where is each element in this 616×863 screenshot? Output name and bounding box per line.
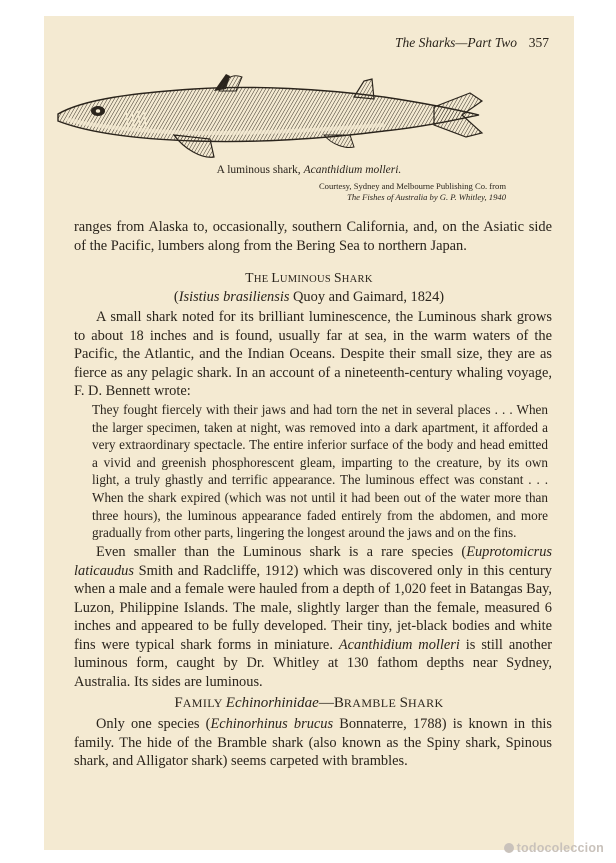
caption-text: A luminous shark, [216, 164, 304, 176]
p4-text-a: Only one species ( [96, 716, 211, 732]
figure-credit-line-2: The Fishes of Australia by G. P. Whitley, 1940 [347, 192, 506, 202]
caption-species: Acanthidium molleri. [303, 164, 402, 176]
p4-text-b: Bonnaterre, 1788) is known in this family. The hide of the Bramble shark (also known as the Spiny shark, Spinous shark, and Alligator shark) seems carpeted with brambles. [74, 716, 552, 769]
page-number: 357 [528, 35, 549, 50]
paragraph-bramble-shark [74, 715, 552, 771]
p4-species: Echinorhinus brucus [210, 716, 334, 732]
section-subheading [44, 289, 574, 306]
p3-text-c: is still another luminous form, caught by Dr. Whitley at 130 fathom depths near Sydney, Australia. Its sides are luminous. [74, 636, 552, 690]
family-heading [44, 695, 574, 712]
p3-text-a: Even smaller than the Luminous shark is a rare species ( [96, 544, 467, 560]
p3-text-b: Smith and Radcliffe, 1912) which was discovered only in this century when a male and a female were hauled from a depth of 1,020 feet in Batangas Bay, Luzon, Philippine Islands. The male, slightly larger than the female, measured 6 inches and appeared to be fully developed. Their tiny, jet-black bodies and white fins were typical shark forms in miniature. [74, 562, 552, 653]
running-head: The Sharks—Part Two [394, 35, 517, 50]
shark-illustration [54, 71, 484, 163]
family-small-caps: AMILY [182, 696, 226, 710]
block-quote-bennett: They fought fiercely with their jaws and had torn the net in several places . . . When the larger specimen, taken at night, was removed into a dark apartment, it afforded a very extraordinary spectacle. The entire inferior surface of the body and head emitted a vivid and greenish phosphorescent gleam, imparting to the creature, by its own light, a truly ghastly and terrific appearance. The luminous effect was constant . . . When the shark expired (which was not until it had been out of the water more than three hours), the luminous appearance faded entirely from the abdomen, and more gradually from other parts, lingering the longest around the jaws and on the fins. [92, 402, 548, 541]
watermark-text: todocoleccion [516, 841, 604, 855]
family-dash: — [318, 695, 334, 711]
p3-species: Euprotomicrus laticaudus [74, 544, 552, 579]
figure-credit-line-1: Courtesy, Sydney and Melbourne Publishing Co. from [318, 181, 506, 191]
watermark-logo-icon [504, 843, 514, 853]
watermark [504, 841, 604, 855]
family-cap: S [399, 695, 409, 711]
section-heading-luminous-shark [44, 270, 574, 286]
subheading-species: Isistius brasiliensis [178, 289, 290, 305]
heading-small-caps: HARK [341, 274, 373, 285]
heading-cap: S [333, 270, 342, 285]
paragraph-range: ranges from Alaska to, occasionally, southern California, and, on the Asiatic side of the Pacific, lumbers along from the Bering Sea to northern Japan. [74, 219, 552, 254]
family-cap: F [174, 695, 183, 711]
paragraph-luminous-intro: A small shark noted for its brilliant luminescence, the Luminous shark grows to about 18 inches and is found, usually far at sea, in the warm waters of the Pacific, the Atlantic, and the Indian Oceans. Despite their small size, they are as fierce as any pelagic shark. In an account of a nineteenth-century whaling voyage, F. D. Bennett wrote: [74, 309, 552, 399]
figure-caption [44, 164, 574, 176]
p3-species-2: Acanthidium molleri [338, 636, 460, 653]
subheading-paren: ( [173, 289, 179, 305]
subheading-authority: Quoy and Gaimard, 1824) [289, 289, 445, 305]
heading-cap: T [245, 270, 254, 285]
family-small-caps: HARK [408, 696, 444, 710]
family-name: Echinorhinidae [225, 695, 319, 711]
heading-cap: L [271, 270, 280, 285]
heading-small-caps: HE [253, 274, 272, 285]
paragraph-euprotomicrus [74, 543, 552, 691]
book-page [44, 16, 574, 850]
heading-small-caps: UMINOUS [279, 274, 334, 285]
family-small-caps: RAMBLE [343, 696, 400, 710]
family-cap: B [333, 695, 344, 711]
